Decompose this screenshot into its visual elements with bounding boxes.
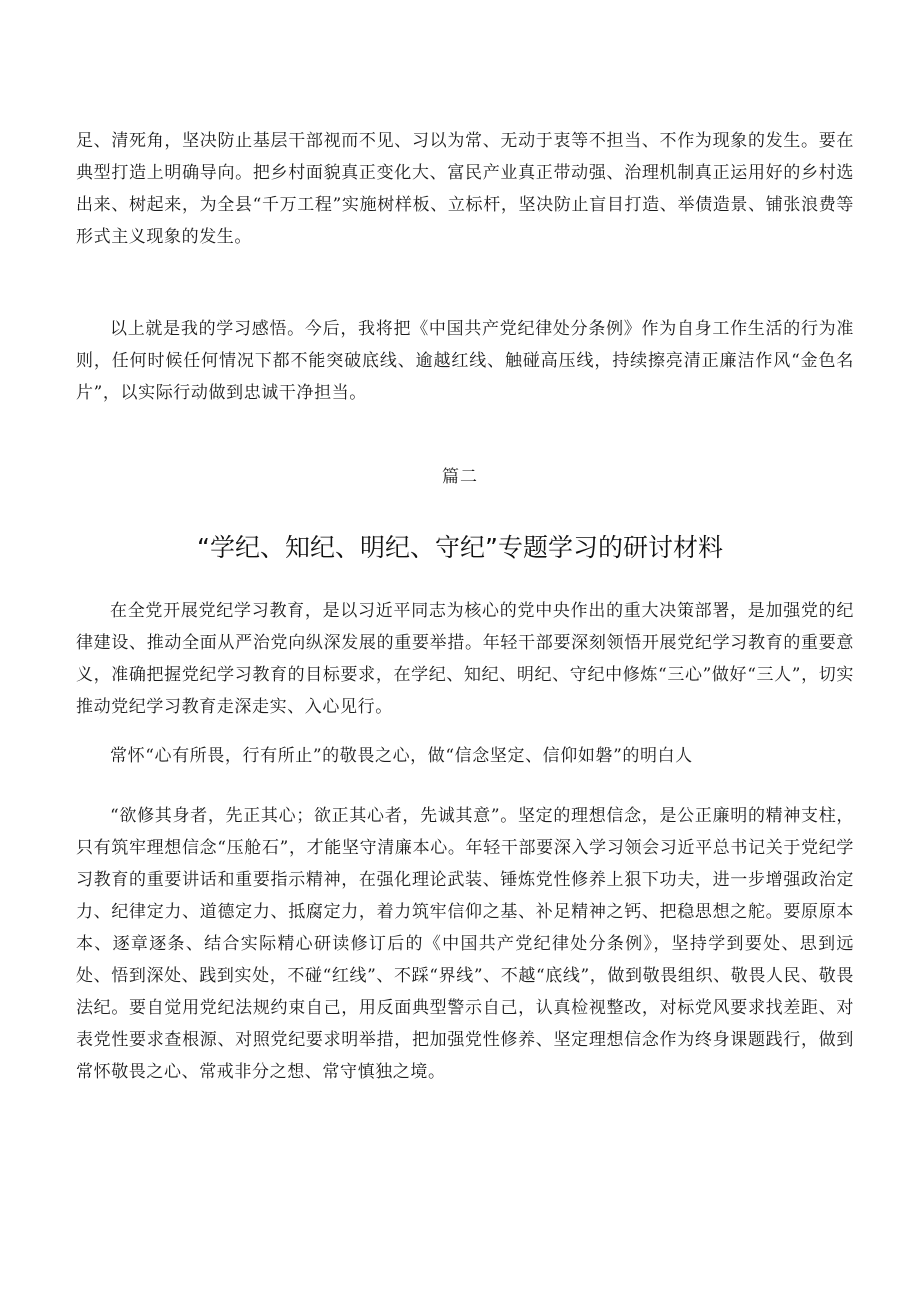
section-label: 篇二 [442, 467, 478, 487]
paragraph-continued: 足、清死角，坚决防止基层干部视而不见、习以为常、无动于衷等不担当、不作为现象的发生。要在典型打造上明确导向。把乡村面貌真正变化大、富民产业真正带动强、治理机制真正运用好的乡村选出来、树起来，为全县“千万工程”实施树样板、立标杆，坚决防止盲目打造、举债造景、铺张浪费等形式主义现象的发生。 [76, 131, 854, 247]
subheading: 常怀“心有所畏，行有所止”的敬畏之心，做“信念坚定、信仰如磐”的明白人 [110, 746, 693, 766]
paragraph-intro: 在全党开展党纪学习教育，是以习近平同志为核心的党中央作出的重大决策部署，是加强党的纪律建设、推动全面从严治党向纵深发展的重要举措。年轻干部要深刻领悟开展党纪学习教育的重要意义，准确把握党纪学习教育的目标要求，在学纪、知纪、明纪、守纪中修炼“三心”做好“三人”，切实推动党纪学习教育走深走实、入心见行。 [76, 601, 854, 717]
paragraph-body: “欲修其身者，先正其心；欲正其心者，先诚其意”。坚定的理想信念，是公正廉明的精神支柱，只有筑牢理想信念“压舱石”，才能坚守清廉本心。年轻干部要深入学习领会习近平总书记关于党纪学习教育的重要讲话和重要指示精神，在强化理论武装、锤炼党性修养上狠下功夫，进一步增强政治定力、纪律定力、道德定力、抵腐定力，着力筑牢信仰之基、补足精神之钙、把稳思想之舵。要原原本本、逐章逐条、结合实际精心研读修订后的《中国共产党纪律处分条例》，坚持学到要处、思到远处、悟到深处、践到实处，不碰“红线”、不踩“界线”、不越“底线”，做到敬畏组织、敬畏人民、敬畏法纪。要自觉用党纪法规约束自己，用反面典型警示自己，认真检视整改，对标党风要求找差距、对表党性要求查根源、对照党纪要求明举措，把加强党性修养、坚定理想信念作为终身课题践行，做到常怀敬畏之心、常戒非分之想、常守慎独之境。 [76, 806, 854, 1082]
document-title: “学纪、知纪、明纪、守纪”专题学习的研讨材料 [197, 533, 723, 562]
paragraph-conclusion: 以上就是我的学习感悟。今后，我将把《中国共产党纪律处分条例》作为自身工作生活的行为准则，任何时候任何情况下都不能突破底线、逾越红线、触碰高压线，持续擦亮清正廉洁作风“金色名片”，以实际行动做到忠诚干净担当。 [76, 319, 854, 403]
